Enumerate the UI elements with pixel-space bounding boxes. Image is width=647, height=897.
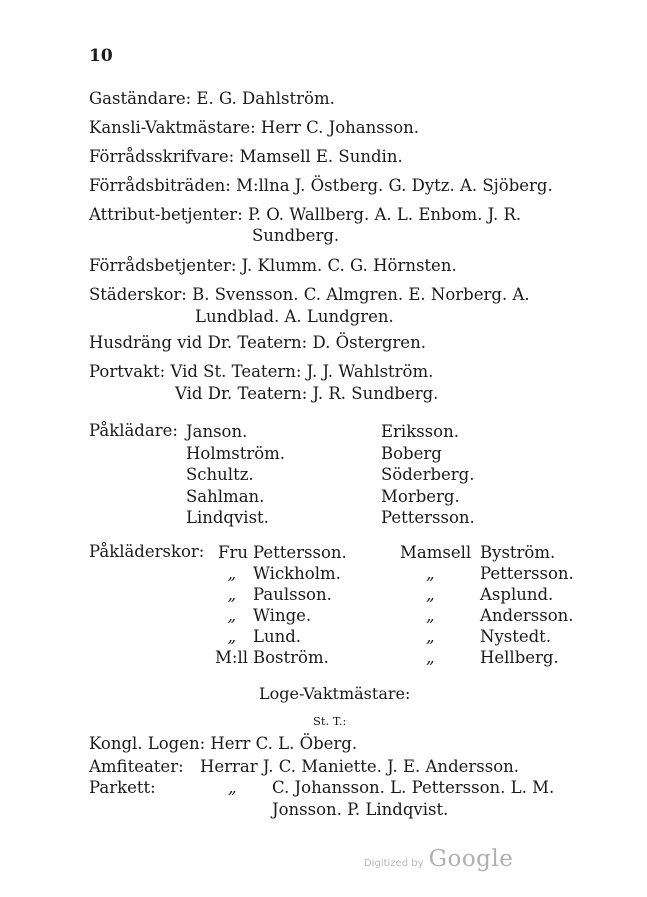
- staderskor-line: Städerskor: B. Svensson. C. Almgren. E. Norberg. A.: [89, 285, 530, 304]
- forradsbitraden-line: Förrådsbiträden: M:llna J. Östberg. G. Dytz. A. Sjöberg.: [89, 176, 553, 195]
- list-item: Wickholm.: [253, 564, 341, 583]
- list-item: Schultz.: [186, 465, 254, 484]
- pakladerskor-right-titles: [400, 542, 471, 668]
- paklädare-label: Påklädare:: [89, 421, 178, 440]
- staderskor-cont: Lundblad. A. Lundgren.: [195, 307, 394, 326]
- ditto-mark: „: [426, 564, 435, 583]
- ditto-mark: „: [426, 585, 435, 604]
- list-item: Holmström.: [186, 443, 286, 463]
- list-item: Eriksson.: [381, 422, 459, 441]
- ditto-mark: „: [426, 606, 435, 625]
- gastandare-line: Gaständare: E. G. Dahlström.: [89, 89, 335, 108]
- ditto-mark: „: [426, 627, 435, 646]
- list-item: Boberg: [381, 443, 442, 463]
- kansli-vaktmastare-line: Kansli-Vaktmästare: Herr C. Johansson.: [89, 118, 420, 137]
- list-item: Morberg.: [381, 486, 460, 506]
- list-item: Byström.: [480, 543, 556, 562]
- ditto-mark: „: [227, 606, 236, 625]
- list-item: Lund.: [253, 627, 302, 646]
- loge-subheading: St. T.:: [313, 714, 347, 728]
- ditto-mark: „: [426, 648, 435, 667]
- title-mamsell: Mamsell: [400, 543, 472, 562]
- page-number: 10: [89, 46, 113, 66]
- ditto-mark: „: [227, 627, 236, 646]
- parkett-label: Parkett:: [89, 778, 156, 797]
- loge-heading: Loge-Vaktmästare:: [259, 684, 411, 703]
- list-item: Nystedt.: [480, 627, 552, 646]
- paklädare-col2: [381, 421, 475, 529]
- list-item: Pettersson.: [381, 508, 475, 527]
- portvakt-cont: Vid Dr. Teatern: J. R. Sundberg.: [175, 384, 439, 403]
- portvakt-line: Portvakt: Vid St. Teatern: J. J. Wahlström.: [89, 362, 434, 381]
- kongl-logen-line: Kongl. Logen: Herr C. L. Öberg.: [89, 734, 358, 753]
- ditto-mark: „: [227, 585, 236, 604]
- parkett-cont: Jonsson. P. Lindqvist.: [272, 800, 449, 819]
- google-logo: Google: [428, 846, 514, 872]
- list-item: Pettersson.: [253, 543, 347, 562]
- ditto-mark: „: [228, 778, 237, 797]
- list-item: Janson.: [186, 422, 248, 441]
- list-item: Lindqvist.: [186, 508, 269, 527]
- title-fru: Fru: [218, 543, 248, 562]
- ditto-mark: „: [227, 564, 236, 583]
- paklädare-col1: [186, 421, 285, 529]
- husdrang-line: Husdräng vid Dr. Teatern: D. Östergren.: [89, 333, 426, 352]
- forradsskrifvare-line: Förrådsskrifvare: Mamsell E. Sundin.: [89, 147, 403, 166]
- list-item: Andersson.: [480, 606, 574, 625]
- list-item: Hellberg.: [480, 648, 559, 667]
- title-mll: M:ll: [214, 648, 248, 667]
- list-item: Boström.: [253, 648, 329, 667]
- amfiteater-text: Herrar J. C. Maniette. J. E. Andersson.: [200, 757, 520, 776]
- list-item: Sahlman.: [186, 486, 265, 506]
- forradsbetjenter-line: Förrådsbetjenter: J. Klumm. C. G. Hörnsten.: [89, 256, 457, 275]
- list-item: Söderberg.: [381, 465, 475, 484]
- list-item: Paulsson.: [253, 585, 332, 604]
- pakladerskor-left-names: [253, 542, 347, 668]
- list-item: Asplund.: [480, 585, 554, 604]
- pakladerskor-right-names: [480, 542, 574, 668]
- watermark-prefix: Digitized by: [364, 858, 424, 869]
- pakladerskor-label: Påkläderskor:: [89, 542, 205, 561]
- list-item: Pettersson.: [480, 564, 574, 583]
- attribut-betjenter-line: Attribut-betjenter: P. O. Wallberg. A. L. Enbom. J. R.: [89, 205, 522, 224]
- pakladerskor-left-titles: [198, 542, 248, 668]
- attribut-betjenter-cont: Sundberg.: [252, 226, 340, 245]
- parkett-text: C. Johansson. L. Pettersson. L. M.: [272, 778, 555, 797]
- google-watermark: [364, 846, 513, 872]
- list-item: Winge.: [253, 606, 312, 625]
- amfiteater-label: Amfiteater:: [89, 757, 184, 776]
